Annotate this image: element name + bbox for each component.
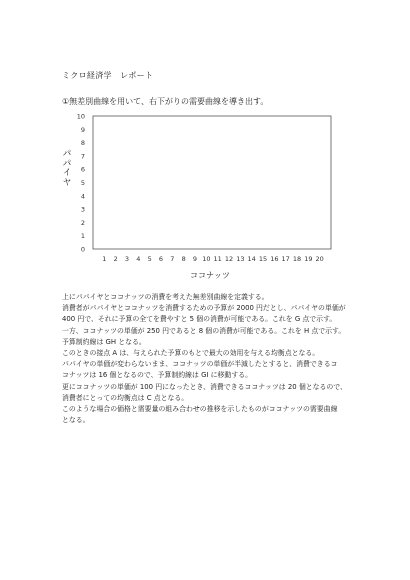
report-line: 400 円で、それに予算の全てを費やすと 5 個の消費が可能である。これを G 点で示す。	[62, 315, 337, 324]
y-tick-label: 4	[80, 192, 85, 201]
x-tick-label: 18	[292, 255, 302, 263]
y-tick-label: 0	[80, 245, 85, 254]
x-tick-label: 5	[147, 255, 152, 263]
x-tick-label: 4	[136, 255, 141, 263]
y-tick-labels	[77, 113, 85, 254]
y-axis-label-char: パ	[62, 158, 72, 169]
report-line: パパイヤの単価が変わらないまま、ココナッツの単価が半減したとすると、消費できるコ	[62, 360, 338, 369]
report-line: となる。	[62, 416, 90, 425]
report-line: コナッツは 16 個となるので、予算制約線は GI に移動する。	[62, 371, 252, 380]
y-axis-label	[62, 150, 72, 188]
x-axis-label: ココナッツ	[190, 271, 230, 280]
y-tick-label: 2	[80, 218, 85, 227]
report-line: 消費者にとっての均衡点は C 点となる。	[62, 393, 189, 402]
plot-area-frame	[93, 116, 331, 249]
report-line: 更にココナッツの単価が 100 円になったとき、消費できるココナッツは 20 個となるので、	[62, 382, 347, 391]
x-tick-label: 15	[258, 255, 268, 263]
x-tick-label: 19	[304, 255, 313, 263]
x-tick-label: 17	[281, 255, 290, 263]
x-tick-labels	[102, 255, 324, 263]
y-tick-label: 5	[80, 179, 85, 187]
y-tick-label: 3	[80, 205, 85, 214]
y-tick-label: 9	[80, 125, 85, 134]
x-tick-label: 11	[213, 255, 222, 263]
x-tick-label: 14	[247, 255, 256, 263]
y-axis-label-char: パ	[62, 149, 72, 159]
report-line: 予算制約線は GH となる。	[62, 337, 146, 346]
y-axis-label-char: ヤ	[62, 177, 72, 188]
report-line: このような場合の価格と需要量の組み合わせの推移を示したものがココナッツの需要曲線	[62, 405, 338, 414]
y-tick-label: 7	[80, 152, 85, 161]
report-line: このときの接点 A は、与えられた予算のもとで最大の効用を与える均衡点となる。	[62, 349, 320, 358]
x-tick-label: 10	[202, 255, 211, 263]
x-tick-label: 3	[124, 255, 130, 263]
x-tick-label: 9	[192, 255, 198, 263]
report-body	[62, 292, 362, 426]
report-line: 一方、ココナッツの単価が 250 円であると 8 個の消費が可能である。これを H 点で示す。	[62, 326, 346, 335]
x-tick-label: 1	[102, 255, 107, 263]
document-title: ミクロ経済学 レポート	[62, 71, 154, 80]
y-axis-label-char: イ	[62, 168, 72, 178]
x-tick-label: 20	[315, 255, 324, 263]
x-tick-label: 8	[181, 255, 186, 263]
y-tick-label: 8	[80, 139, 85, 148]
x-tick-label: 16	[270, 255, 279, 263]
report-line: 上にパパイヤとココナッツの消費を考えた無差別曲線を定義する。	[62, 293, 269, 301]
x-tick-label: 12	[224, 255, 234, 263]
report-line: 消費者がパパイヤとココナッツを消費するための予算が 2000 円だとし、パパイヤの単価が	[62, 304, 346, 313]
y-tick-label: 10	[76, 112, 85, 121]
x-tick-label: 7	[170, 255, 175, 263]
x-tick-label: 6	[158, 255, 164, 263]
y-tick-label: 6	[80, 165, 85, 174]
x-tick-label: 13	[236, 255, 245, 263]
x-tick-label: 2	[113, 255, 118, 263]
y-tick-label: 1	[80, 232, 85, 241]
task-statement: ①無差別曲線を用いて、右下がりの需要曲線を導き出す。	[62, 97, 269, 106]
